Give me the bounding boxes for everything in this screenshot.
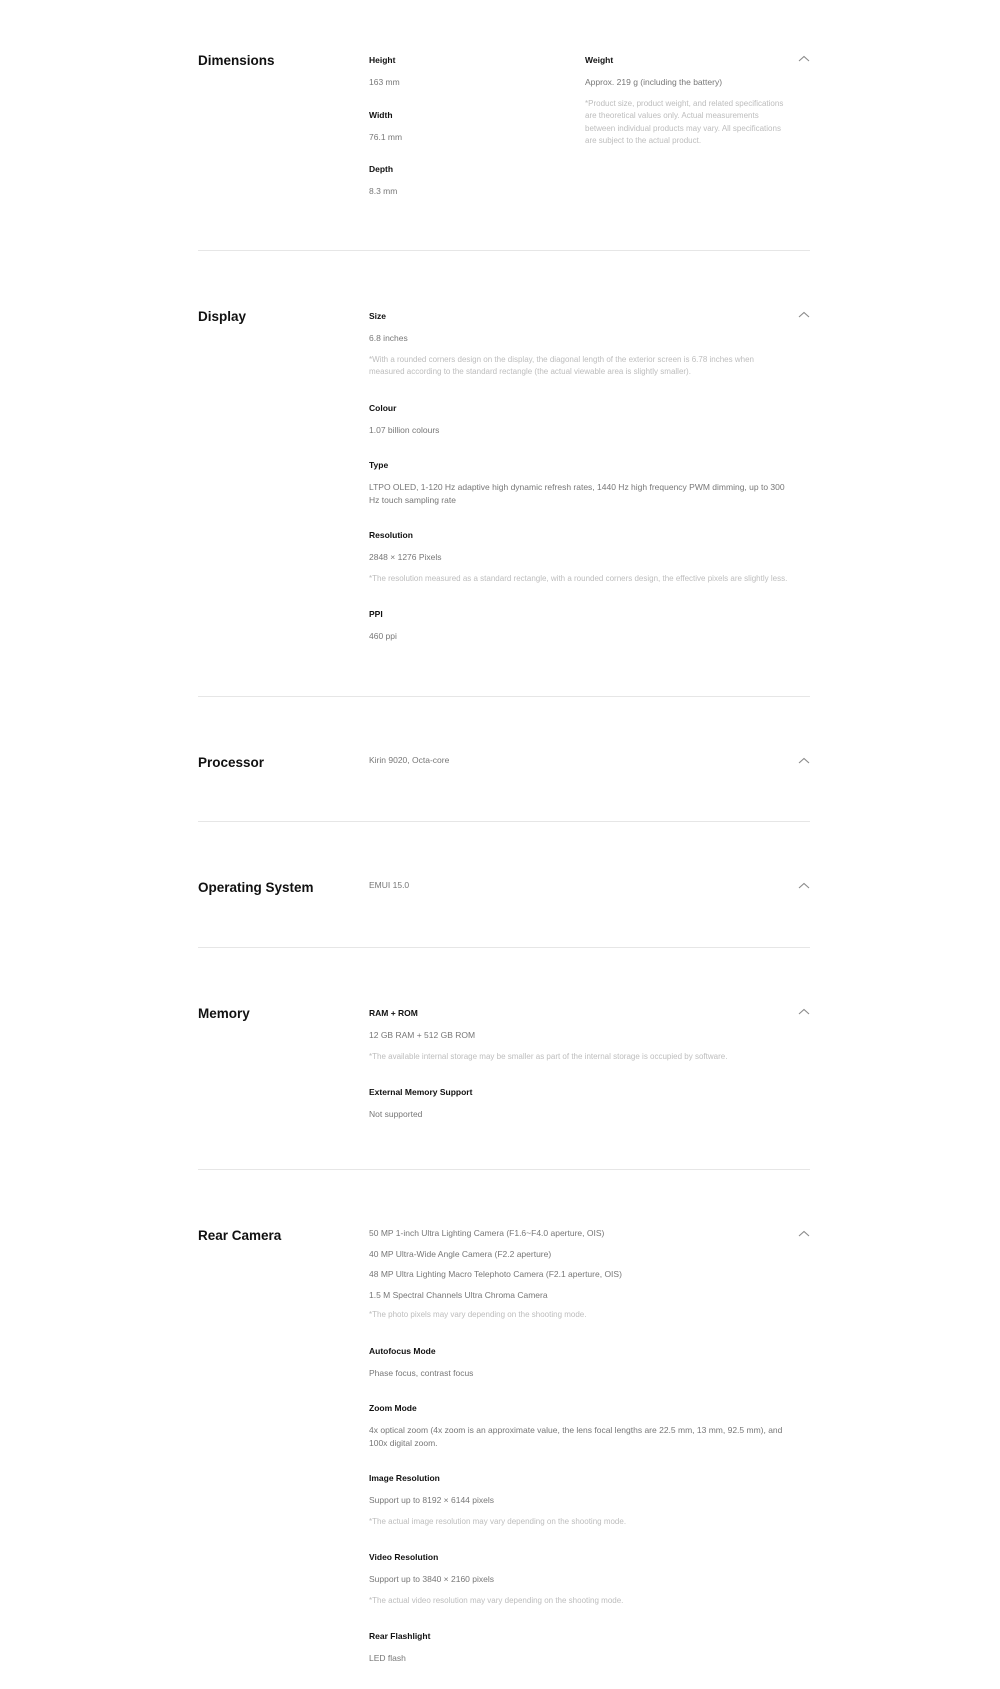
- spec-value: Phase focus, contrast focus: [369, 1367, 474, 1378]
- section-title: Operating System: [198, 880, 314, 895]
- section-divider: [198, 250, 810, 251]
- spec-value: 163 mm: [369, 77, 400, 87]
- spec-note: *The actual video resolution may vary depending on the shooting mode.: [369, 1595, 624, 1605]
- section-title: Display: [198, 309, 247, 324]
- spec-note: *The photo pixels may vary depending on the shooting mode.: [369, 1310, 587, 1319]
- spec-note: *The available internal storage may be smaller as part of the internal storage is occupied by software.: [369, 1051, 728, 1061]
- spec-note: *Product size, product weight, and related specifications are theoretical values only. Actual measurements between individual products may vary. All specifications are subject to the actual product.: [585, 98, 784, 145]
- spec-label: Rear Flashlight: [369, 1631, 431, 1641]
- camera-item: 40 MP Ultra-Wide Angle Camera (F2.2 aperture): [369, 1248, 552, 1259]
- spec-value: 4x optical zoom (4x zoom is an approximate value, the lens focal lengths are 22.5 mm, 13 mm, 92.5 mm), and 100x digital zoom.: [369, 1425, 783, 1448]
- spec-label: Type: [369, 460, 389, 470]
- spec-note: *The resolution measured as a standard rectangle, with a rounded corners design, the effective pixels are slightly less.: [369, 573, 788, 583]
- spec-value: LED flash: [369, 1653, 406, 1663]
- camera-item: 1.5 M Spectral Channels Ultra Chroma Camera: [369, 1289, 548, 1300]
- dimensions-right-column: [585, 55, 785, 157]
- chevron-up-icon[interactable]: [798, 50, 810, 58]
- chevron-up-icon[interactable]: [798, 1225, 810, 1233]
- spec-label: Zoom Mode: [369, 1403, 417, 1413]
- section-divider: [198, 696, 810, 697]
- spec-value: 8.3 mm: [369, 186, 398, 196]
- section-dimensions: [198, 50, 810, 240]
- section-divider: [198, 821, 810, 822]
- section-rear-camera: [198, 1225, 810, 1663]
- spec-label: Height: [369, 55, 396, 65]
- spec-value: Approx. 219 g (including the battery): [585, 77, 723, 87]
- spec-label: External Memory Support: [369, 1087, 473, 1097]
- spec-value: EMUI 15.0: [369, 880, 410, 890]
- chevron-up-icon[interactable]: [798, 877, 810, 885]
- spec-value: 6.8 inches: [369, 333, 408, 343]
- spec-value: 460 ppi: [369, 631, 397, 641]
- spec-value: Support up to 3840 × 2160 pixels: [369, 1574, 494, 1584]
- camera-item: 48 MP Ultra Lighting Macro Telephoto Camera (F2.1 aperture, OIS): [369, 1269, 622, 1279]
- chevron-up-icon[interactable]: [798, 306, 810, 314]
- spec-label: Colour: [369, 402, 397, 413]
- spec-value: Support up to 8192 × 6144 pixels: [369, 1495, 494, 1505]
- spec-note: *With a rounded corners design on the display, the diagonal length of the exterior screen is 6.78 inches when measured according to the standard rectangle (the actual viewable area is slightly smaller).: [369, 354, 754, 376]
- spec-label: RAM + ROM: [369, 1008, 418, 1018]
- spec-value: LTPO OLED, 1-120 Hz adaptive high dynamic refresh rates, 1440 Hz high frequency PWM dimming, up to 300 Hz touch sampling rate: [369, 482, 785, 505]
- spec-value: Kirin 9020, Octa-core: [369, 755, 450, 765]
- spec-label: Weight: [585, 55, 614, 65]
- spec-label: Width: [369, 109, 393, 120]
- processor-specs: [369, 754, 789, 776]
- camera-item: 50 MP 1-inch Ultra Lighting Camera (F1.6~F4.0 aperture, OIS): [369, 1228, 605, 1238]
- spec-label: Depth: [369, 164, 394, 174]
- spec-value: 1.07 billion colours: [369, 424, 440, 435]
- spec-value: Not supported: [369, 1109, 423, 1119]
- section-display: [198, 306, 810, 686]
- section-title: Memory: [198, 1006, 250, 1021]
- spec-label: Video Resolution: [369, 1552, 439, 1562]
- section-processor: [198, 752, 810, 792]
- spec-value: 76.1 mm: [369, 131, 403, 142]
- spec-label: Resolution: [369, 530, 413, 540]
- memory-specs: [369, 1008, 789, 1145]
- spec-value: 2848 × 1276 Pixels: [369, 552, 442, 562]
- section-operating-system: [198, 877, 810, 917]
- spec-note: *The actual image resolution may vary depending on the shooting mode.: [369, 1516, 627, 1526]
- section-title: Rear Camera: [198, 1228, 282, 1243]
- section-memory: [198, 1003, 810, 1133]
- chevron-up-icon[interactable]: [798, 752, 810, 760]
- section-title: Processor: [198, 755, 265, 770]
- display-specs: [369, 311, 789, 667]
- section-divider: [198, 947, 810, 948]
- spec-label: Size: [369, 311, 387, 321]
- dimensions-left-column: [369, 55, 569, 222]
- spec-label: PPI: [369, 609, 383, 619]
- spec-label: Autofocus Mode: [369, 1345, 436, 1356]
- os-specs: [369, 879, 789, 901]
- rear-camera-specs: [369, 1227, 789, 1689]
- section-title: Dimensions: [198, 53, 275, 68]
- spec-value: 12 GB RAM + 512 GB ROM: [369, 1030, 476, 1040]
- section-divider: [198, 1169, 810, 1170]
- chevron-up-icon[interactable]: [798, 1003, 810, 1011]
- spec-label: Image Resolution: [369, 1473, 440, 1483]
